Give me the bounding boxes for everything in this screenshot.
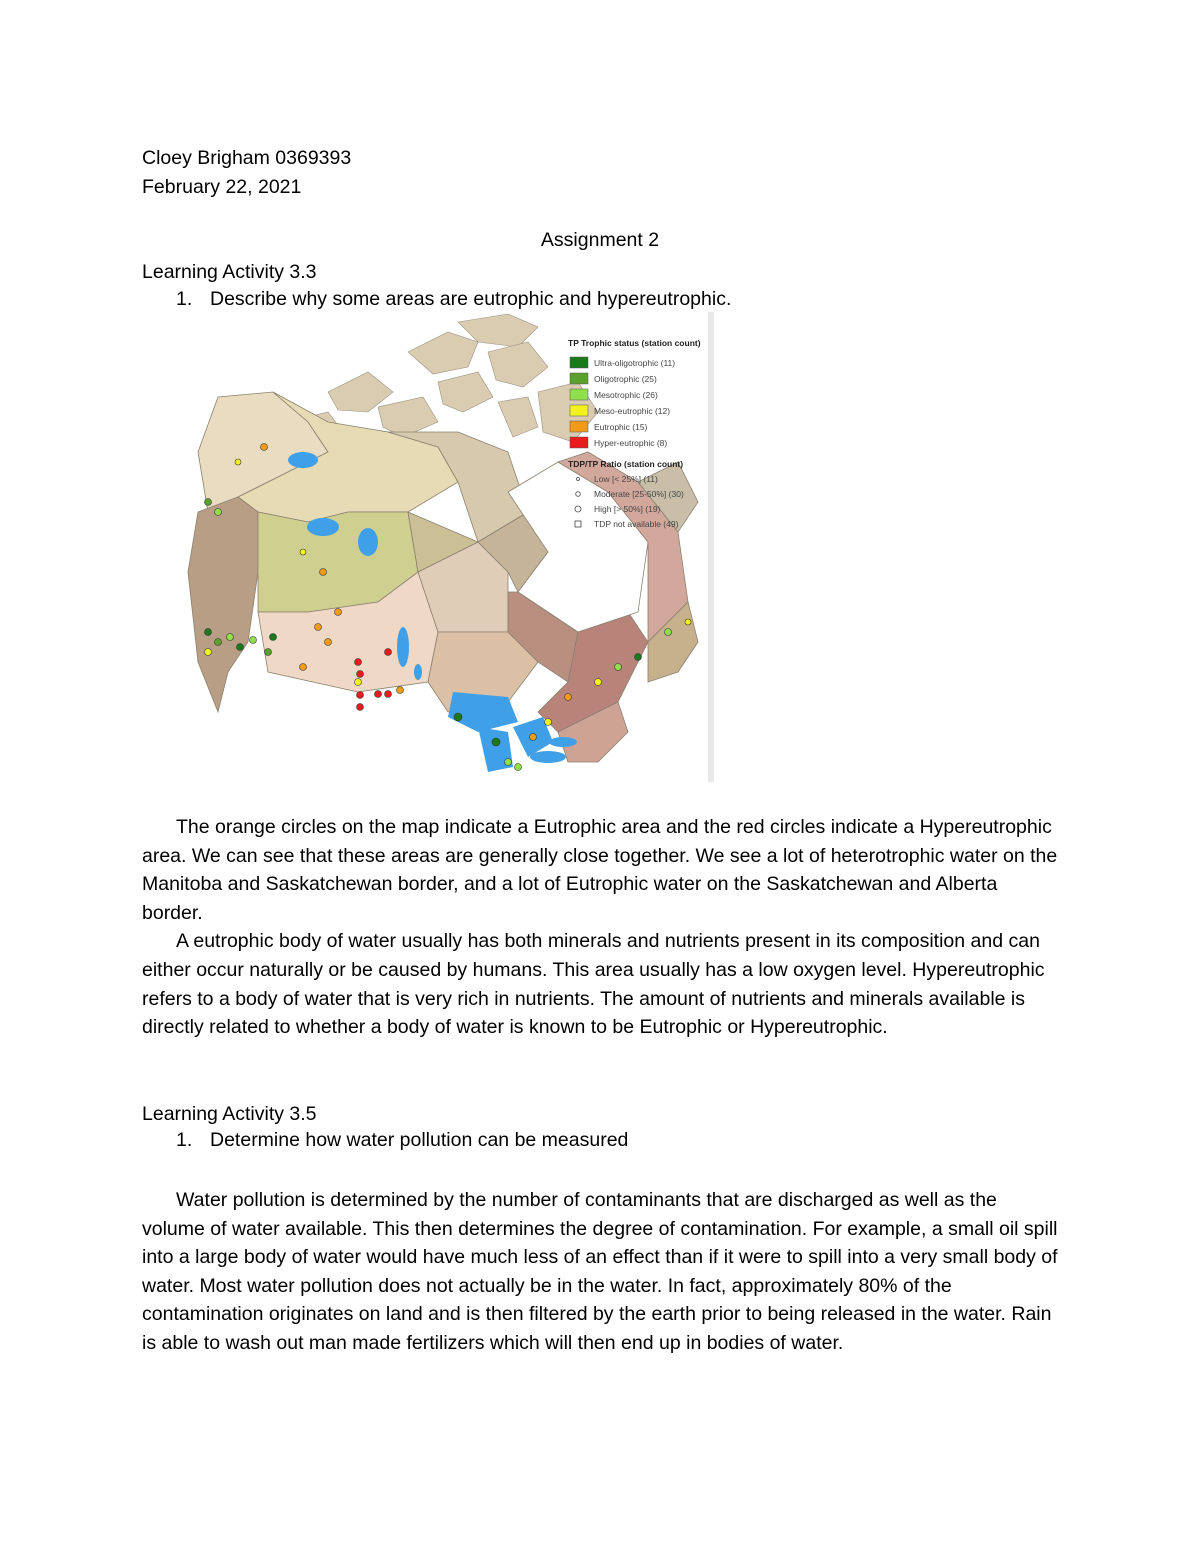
legend-label: Oligotrophic (25) [594, 374, 657, 384]
station-marker [205, 629, 212, 636]
station-marker [685, 619, 691, 625]
station-marker [357, 671, 364, 678]
activity-1-heading: Learning Activity 3.3 [142, 261, 317, 283]
legend-label: Mesotrophic (26) [594, 390, 658, 400]
station-marker [250, 637, 257, 644]
legend-label: Eutrophic (15) [594, 422, 648, 432]
station-marker [595, 679, 602, 686]
station-marker [265, 649, 272, 656]
legend-swatch [570, 437, 588, 448]
legend-label: Hyper-eutrophic (8) [594, 438, 668, 448]
station-marker [615, 664, 622, 671]
station-marker [300, 549, 306, 555]
legend-swatch [570, 405, 588, 416]
station-marker [215, 509, 222, 516]
legend-swatch [570, 421, 588, 432]
assignment-title: Assignment 2 [540, 229, 660, 251]
station-marker [635, 654, 642, 661]
station-marker [530, 734, 537, 741]
activity-2-question: Determine how water pollution can be measured [210, 1129, 629, 1151]
station-marker [665, 629, 672, 636]
legend-symbol [575, 506, 581, 512]
station-marker [335, 609, 342, 616]
date-line: February 22, 2021 [142, 176, 302, 198]
activity-1-question: Describe why some areas are eutrophic and hypereutrophic. [210, 288, 732, 310]
activity-2-answer [142, 1186, 1062, 1358]
activity-2-heading: Learning Activity 3.5 [142, 1103, 317, 1125]
legend-symbol [575, 521, 581, 527]
legend-label: High [> 50%] (19) [594, 504, 661, 514]
station-marker [375, 691, 382, 698]
answer-paragraph: Water pollution is determined by the number of contaminants that are discharged as well as the volume of water available. This then determines the degree of contamination. For example, a small oil spill into a large body of water would have much less of an effect than if it were to spill into a very small body of water. Most water pollution does not actually be in the water. In fact, approximately 80% of the contamination originates on land and is then filtered by the earth prior to being released in the water. Rain is able to wash out man made fertilizers which will then end up in bodies of water. [142, 1189, 1058, 1354]
legend-swatch [570, 373, 588, 384]
station-marker [385, 649, 392, 656]
canada-trophic-status-map [178, 312, 714, 782]
activity-1-answer [142, 813, 1062, 1042]
legend-label: Meso-eutrophic (12) [594, 406, 671, 416]
answer-paragraph: A eutrophic body of water usually has both minerals and nutrients present in its composition and can either occur naturally or be caused by humans. This area usually has a low oxygen level. Hypereutrophic refers to a body of water that is very rich in nutrients. The amount of nutrients and minerals available is directly related to whether a body of water is known to be Eutrophic or Hypereutrophic. [142, 930, 1045, 1039]
station-marker [205, 649, 212, 656]
legend-swatch [570, 389, 588, 400]
station-marker [545, 719, 552, 726]
station-marker [355, 659, 362, 666]
station-marker [235, 459, 241, 465]
station-marker [565, 694, 572, 701]
station-marker [227, 634, 234, 641]
station-marker [355, 679, 362, 686]
station-marker [385, 691, 392, 698]
legend-symbol [576, 492, 581, 497]
station-marker [325, 639, 332, 646]
legend-label: Low [< 25%] (11) [594, 474, 658, 484]
station-marker [397, 687, 404, 694]
legend-swatch [570, 357, 588, 368]
station-marker [505, 759, 512, 766]
station-marker [261, 444, 268, 451]
legend-label: TDP not available (49) [594, 519, 679, 529]
answer-paragraph: The orange circles on the map indicate a Eutrophic area and the red circles indicate a Hypereutrophic area. We can see that these areas are generally close together. We see a lot of heterotrophic water on the Manitoba and Saskatchewan border, and a lot of Eutrophic water on the Saskatchewan and Alberta border. [142, 816, 1058, 924]
author-line: Cloey Brigham 0369393 [142, 147, 352, 169]
activity-1-question-number: 1. [176, 288, 193, 310]
station-marker [215, 639, 222, 646]
legend-label: Ultra-oligotrophic (11) [594, 358, 676, 368]
legend-title-ratio: TDP/TP Ratio (station count) [568, 459, 684, 469]
activity-2-question-number: 1. [176, 1129, 193, 1151]
station-marker [357, 704, 364, 711]
station-marker [300, 664, 307, 671]
legend-title-trophic: TP Trophic status (station count) [568, 338, 701, 348]
station-marker [237, 644, 244, 651]
station-marker [270, 634, 277, 641]
station-marker [320, 569, 327, 576]
station-marker [357, 692, 364, 699]
legend-label: Moderate [25-50%] (30) [594, 489, 684, 499]
station-marker [454, 713, 462, 721]
station-marker [515, 764, 522, 771]
station-marker [205, 499, 212, 506]
station-marker [315, 624, 322, 631]
station-marker [492, 738, 500, 746]
legend-symbol [577, 478, 580, 481]
